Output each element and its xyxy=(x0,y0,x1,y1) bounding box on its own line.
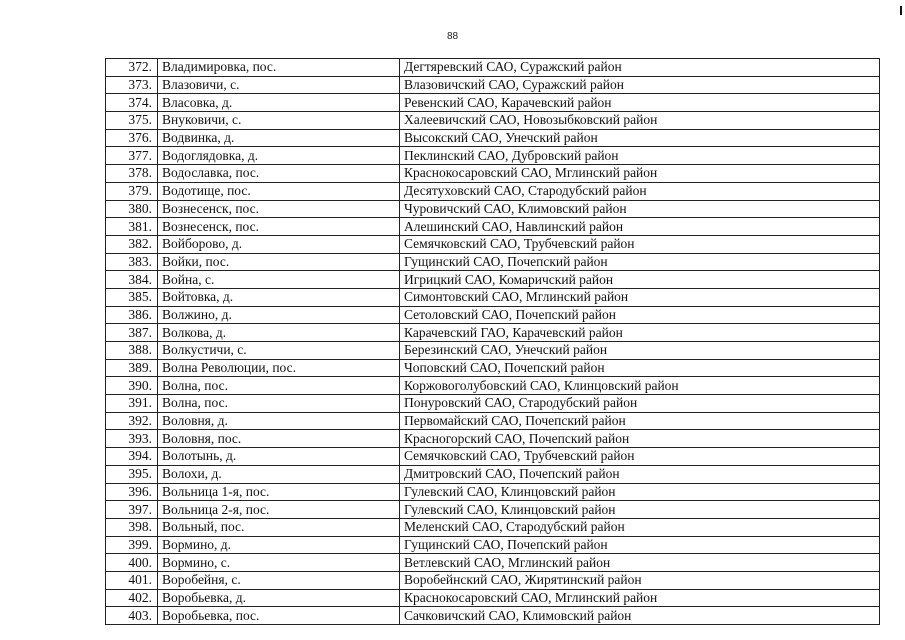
administrative-area: Красногорский САО, Почепский район xyxy=(400,430,880,448)
settlement-name: Волна, пос. xyxy=(158,395,400,413)
row-number: 387. xyxy=(106,324,158,342)
administrative-area: Карачевский ГАО, Карачевский район xyxy=(400,324,880,342)
table-row xyxy=(106,607,880,625)
row-number: 381. xyxy=(106,218,158,236)
table-row xyxy=(106,483,880,501)
administrative-area: Первомайский САО, Почепский район xyxy=(400,412,880,430)
table-row xyxy=(106,536,880,554)
row-number: 392. xyxy=(106,412,158,430)
table-row xyxy=(106,129,880,147)
administrative-area: Алешинский САО, Навлинский район xyxy=(400,218,880,236)
table-row xyxy=(106,218,880,236)
administrative-area: Игрицкий САО, Комаричский район xyxy=(400,271,880,289)
table-row xyxy=(106,76,880,94)
administrative-area: Чоповский САО, Почепский район xyxy=(400,359,880,377)
table-row xyxy=(106,306,880,324)
settlement-name: Война, с. xyxy=(158,271,400,289)
row-number: 378. xyxy=(106,165,158,183)
settlement-name: Вормино, с. xyxy=(158,554,400,572)
row-number: 385. xyxy=(106,288,158,306)
table-row xyxy=(106,518,880,536)
row-number: 374. xyxy=(106,94,158,112)
administrative-area: Гулевский САО, Клинцовский район xyxy=(400,501,880,519)
row-number: 398. xyxy=(106,518,158,536)
table-row xyxy=(106,554,880,572)
table-row xyxy=(106,465,880,483)
table-row xyxy=(106,589,880,607)
administrative-area: Ветлевский САО, Мглинский район xyxy=(400,554,880,572)
table-row xyxy=(106,571,880,589)
table-row xyxy=(106,430,880,448)
row-number: 396. xyxy=(106,483,158,501)
administrative-area: Симонтовский САО, Мглинский район xyxy=(400,288,880,306)
administrative-area: Краснокосаровский САО, Мглинский район xyxy=(400,589,880,607)
settlement-name: Власовка, д. xyxy=(158,94,400,112)
settlement-name: Вознесенск, пос. xyxy=(158,200,400,218)
row-number: 393. xyxy=(106,430,158,448)
administrative-area: Березинский САО, Унечский район xyxy=(400,342,880,360)
row-number: 380. xyxy=(106,200,158,218)
table-row xyxy=(106,59,880,77)
administrative-area: Сачковичский САО, Климовский район xyxy=(400,607,880,625)
table-row xyxy=(106,324,880,342)
row-number: 384. xyxy=(106,271,158,289)
table-row xyxy=(106,288,880,306)
settlement-name: Влазовичи, с. xyxy=(158,76,400,94)
row-number: 375. xyxy=(106,112,158,130)
row-number: 372. xyxy=(106,59,158,77)
administrative-area: Коржовоголубовский САО, Клинцовский район xyxy=(400,377,880,395)
settlement-name: Войтовка, д. xyxy=(158,288,400,306)
settlement-name: Вормино, д. xyxy=(158,536,400,554)
administrative-area: Гулевский САО, Клинцовский район xyxy=(400,483,880,501)
table-row xyxy=(106,342,880,360)
row-number: 386. xyxy=(106,306,158,324)
row-number: 376. xyxy=(106,129,158,147)
settlement-name: Воробьевка, пос. xyxy=(158,607,400,625)
table-row xyxy=(106,412,880,430)
administrative-area: Влазовичский САО, Суражский район xyxy=(400,76,880,94)
settlement-name: Волжино, д. xyxy=(158,306,400,324)
table-row xyxy=(106,165,880,183)
settlement-name: Волкустичи, с. xyxy=(158,342,400,360)
settlement-name: Водоглядовка, д. xyxy=(158,147,400,165)
row-number: 379. xyxy=(106,182,158,200)
administrative-area: Семячковский САО, Трубчевский район xyxy=(400,235,880,253)
administrative-area: Гущинский САО, Почепский район xyxy=(400,253,880,271)
administrative-area: Ревенский САО, Карачевский район xyxy=(400,94,880,112)
row-number: 388. xyxy=(106,342,158,360)
settlement-name: Волохи, д. xyxy=(158,465,400,483)
row-number: 383. xyxy=(106,253,158,271)
settlement-name: Вольный, пос. xyxy=(158,518,400,536)
settlement-name: Воловня, д. xyxy=(158,412,400,430)
table-row xyxy=(106,359,880,377)
administrative-area: Десятуховский САО, Стародубский район xyxy=(400,182,880,200)
row-number: 397. xyxy=(106,501,158,519)
row-number: 402. xyxy=(106,589,158,607)
settlement-name: Воловня, пос. xyxy=(158,430,400,448)
table-row xyxy=(106,182,880,200)
settlement-name: Волна, пос. xyxy=(158,377,400,395)
row-number: 373. xyxy=(106,76,158,94)
table-row xyxy=(106,253,880,271)
administrative-area: Гущинский САО, Почепский район xyxy=(400,536,880,554)
table-row xyxy=(106,377,880,395)
settlement-name: Внуковичи, с. xyxy=(158,112,400,130)
settlement-name: Вольница 1-я, пос. xyxy=(158,483,400,501)
row-number: 399. xyxy=(106,536,158,554)
settlement-name: Вознесенск, пос. xyxy=(158,218,400,236)
settlement-name: Воробейня, с. xyxy=(158,571,400,589)
administrative-area: Сетоловский САО, Почепский район xyxy=(400,306,880,324)
row-number: 403. xyxy=(106,607,158,625)
row-number: 377. xyxy=(106,147,158,165)
table-row xyxy=(106,395,880,413)
administrative-area: Воробейнский САО, Жирятинский район xyxy=(400,571,880,589)
table-row xyxy=(106,501,880,519)
table-row xyxy=(106,448,880,466)
settlement-name: Волкова, д. xyxy=(158,324,400,342)
table-row xyxy=(106,112,880,130)
row-number: 394. xyxy=(106,448,158,466)
administrative-area: Дмитровский САО, Почепский район xyxy=(400,465,880,483)
table-row xyxy=(106,271,880,289)
administrative-area: Понуровский САО, Стародубский район xyxy=(400,395,880,413)
administrative-area: Семячковский САО, Трубчевский район xyxy=(400,448,880,466)
administrative-area: Краснокосаровский САО, Мглинский район xyxy=(400,165,880,183)
settlement-name: Водотище, пос. xyxy=(158,182,400,200)
administrative-area: Дегтяревский САО, Суражский район xyxy=(400,59,880,77)
row-number: 395. xyxy=(106,465,158,483)
scan-edge-mark xyxy=(900,6,902,15)
row-number: 400. xyxy=(106,554,158,572)
administrative-area: Высокский САО, Унечский район xyxy=(400,129,880,147)
settlement-name: Водославка, пос. xyxy=(158,165,400,183)
table-row xyxy=(106,235,880,253)
settlement-name: Волна Революции, пос. xyxy=(158,359,400,377)
table-row xyxy=(106,200,880,218)
settlement-name: Владимировка, пос. xyxy=(158,59,400,77)
page-number: 88 xyxy=(446,31,459,42)
administrative-area: Пеклинский САО, Дубровский район xyxy=(400,147,880,165)
settlement-name: Войборово, д. xyxy=(158,235,400,253)
row-number: 391. xyxy=(106,395,158,413)
table-row xyxy=(106,147,880,165)
row-number: 382. xyxy=(106,235,158,253)
settlement-name: Волотынь, д. xyxy=(158,448,400,466)
row-number: 390. xyxy=(106,377,158,395)
administrative-area: Меленский САО, Стародубский район xyxy=(400,518,880,536)
settlements-table xyxy=(105,58,880,625)
table-row xyxy=(106,94,880,112)
settlement-name: Войки, пос. xyxy=(158,253,400,271)
administrative-area: Чуровичский САО, Климовский район xyxy=(400,200,880,218)
settlements-table-body xyxy=(106,59,880,625)
settlement-name: Водвинка, д. xyxy=(158,129,400,147)
settlement-name: Вольница 2-я, пос. xyxy=(158,501,400,519)
row-number: 401. xyxy=(106,571,158,589)
row-number: 389. xyxy=(106,359,158,377)
settlement-name: Воробьевка, д. xyxy=(158,589,400,607)
administrative-area: Халеевичский САО, Новозыбковский район xyxy=(400,112,880,130)
